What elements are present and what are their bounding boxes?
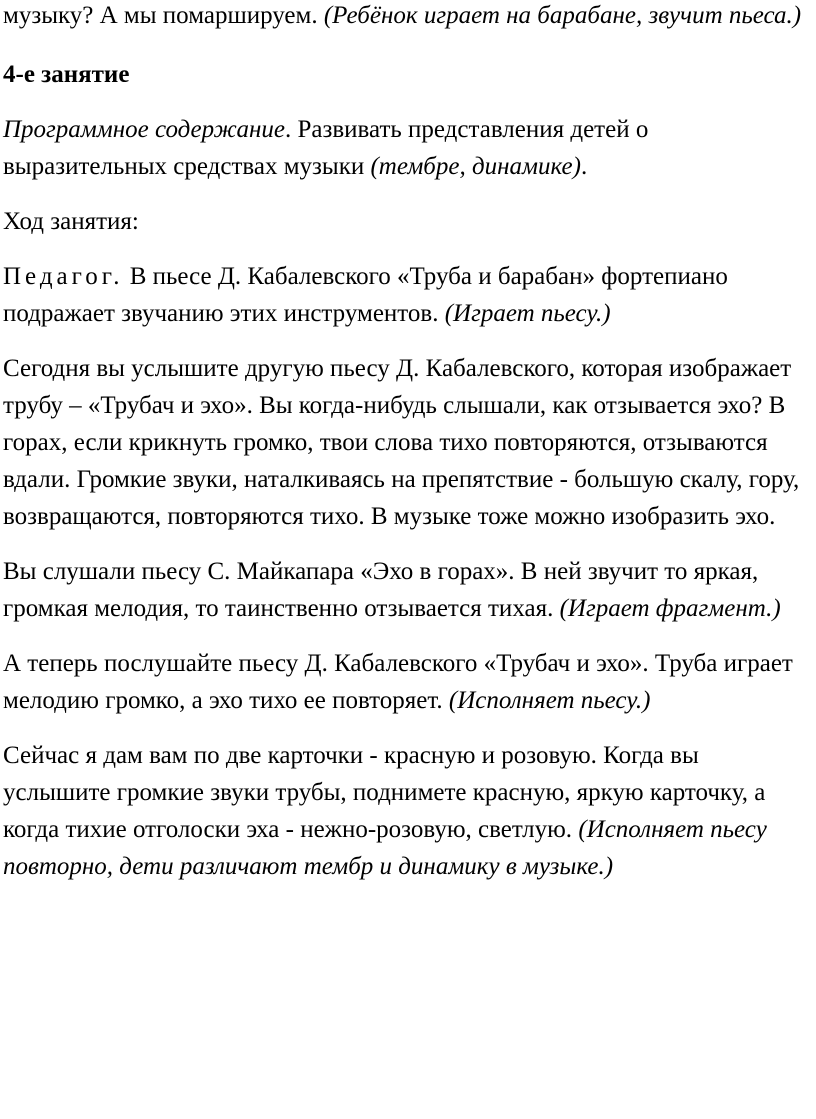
maykapar-text: Вы слушали пьесу С. Майкапара «Эхо в горах». В ней звучит то яркая, громкая мелодия, то таинственно отзывается тихая. — [3, 558, 759, 622]
trumpeter-stage-direction: (Исполняет пьесу.) — [448, 687, 651, 714]
paragraph-cards — [3, 737, 810, 885]
maykapar-stage-direction: (Играет фрагмент.) — [559, 595, 781, 622]
intro-stage-direction: (Ребёнок играет на барабане, звучит пьеса.) — [323, 2, 802, 29]
paragraph-trumpeter — [3, 645, 810, 719]
cards-text: Сейчас я дам вам по две карточки - красную и розовую. Когда вы услышите громкие звуки трубы, поднимете красную, яркую карточку, а когда тихие отголоски эха - нежно-розовую, светлую. — [3, 742, 766, 843]
cards-stage-direction: (Исполняет пьесу повторно, дети различают тембр и динамику в музыке.) — [3, 816, 767, 880]
paragraph-echo: Сегодня вы услышите другую пьесу Д. Кабалевского, которая изображает трубу – «Трубач и эхо». Вы когда-нибудь слышали, как отзывается эхо? В горах, если крикнуть громко, твои слова тихо повторяются, отзываются вдали. Громкие звуки, наталкиваясь на препятствие - большую скалу, гору, возвращаются, повторяются тихо. В музыке тоже можно изобразить эхо. — [3, 355, 800, 530]
paragraph-intro — [3, 0, 810, 34]
program-note: (тембре, динамике) — [370, 153, 581, 180]
program-label: Программное содержание — [3, 116, 285, 143]
paragraph-teacher — [3, 258, 810, 332]
lesson-progress-label: Ход занятия: — [3, 208, 139, 235]
intro-text: музыку? А мы помаршируем. — [3, 2, 318, 29]
paragraph-maykapar — [3, 553, 810, 627]
program-end: . — [580, 153, 588, 180]
paragraph-program — [3, 111, 810, 185]
program-text: . Развивать представления детей о выразительных средствах музыки — [3, 116, 649, 180]
lesson-heading: 4-е занятие — [3, 61, 130, 88]
speaker-label: Педагог. — [3, 263, 124, 290]
trumpeter-text: А теперь послушайте пьесу Д. Кабалевского «Трубач и эхо». Труба играет мелодию громко, а эхо тихо ее повторяет. — [3, 650, 793, 714]
teacher-stage-direction: (Играет пьесу.) — [444, 300, 611, 327]
teacher-text: В пьесе Д. Кабалевского «Труба и барабан» фортепиано подражает звучанию этих инструментов. — [3, 263, 728, 327]
